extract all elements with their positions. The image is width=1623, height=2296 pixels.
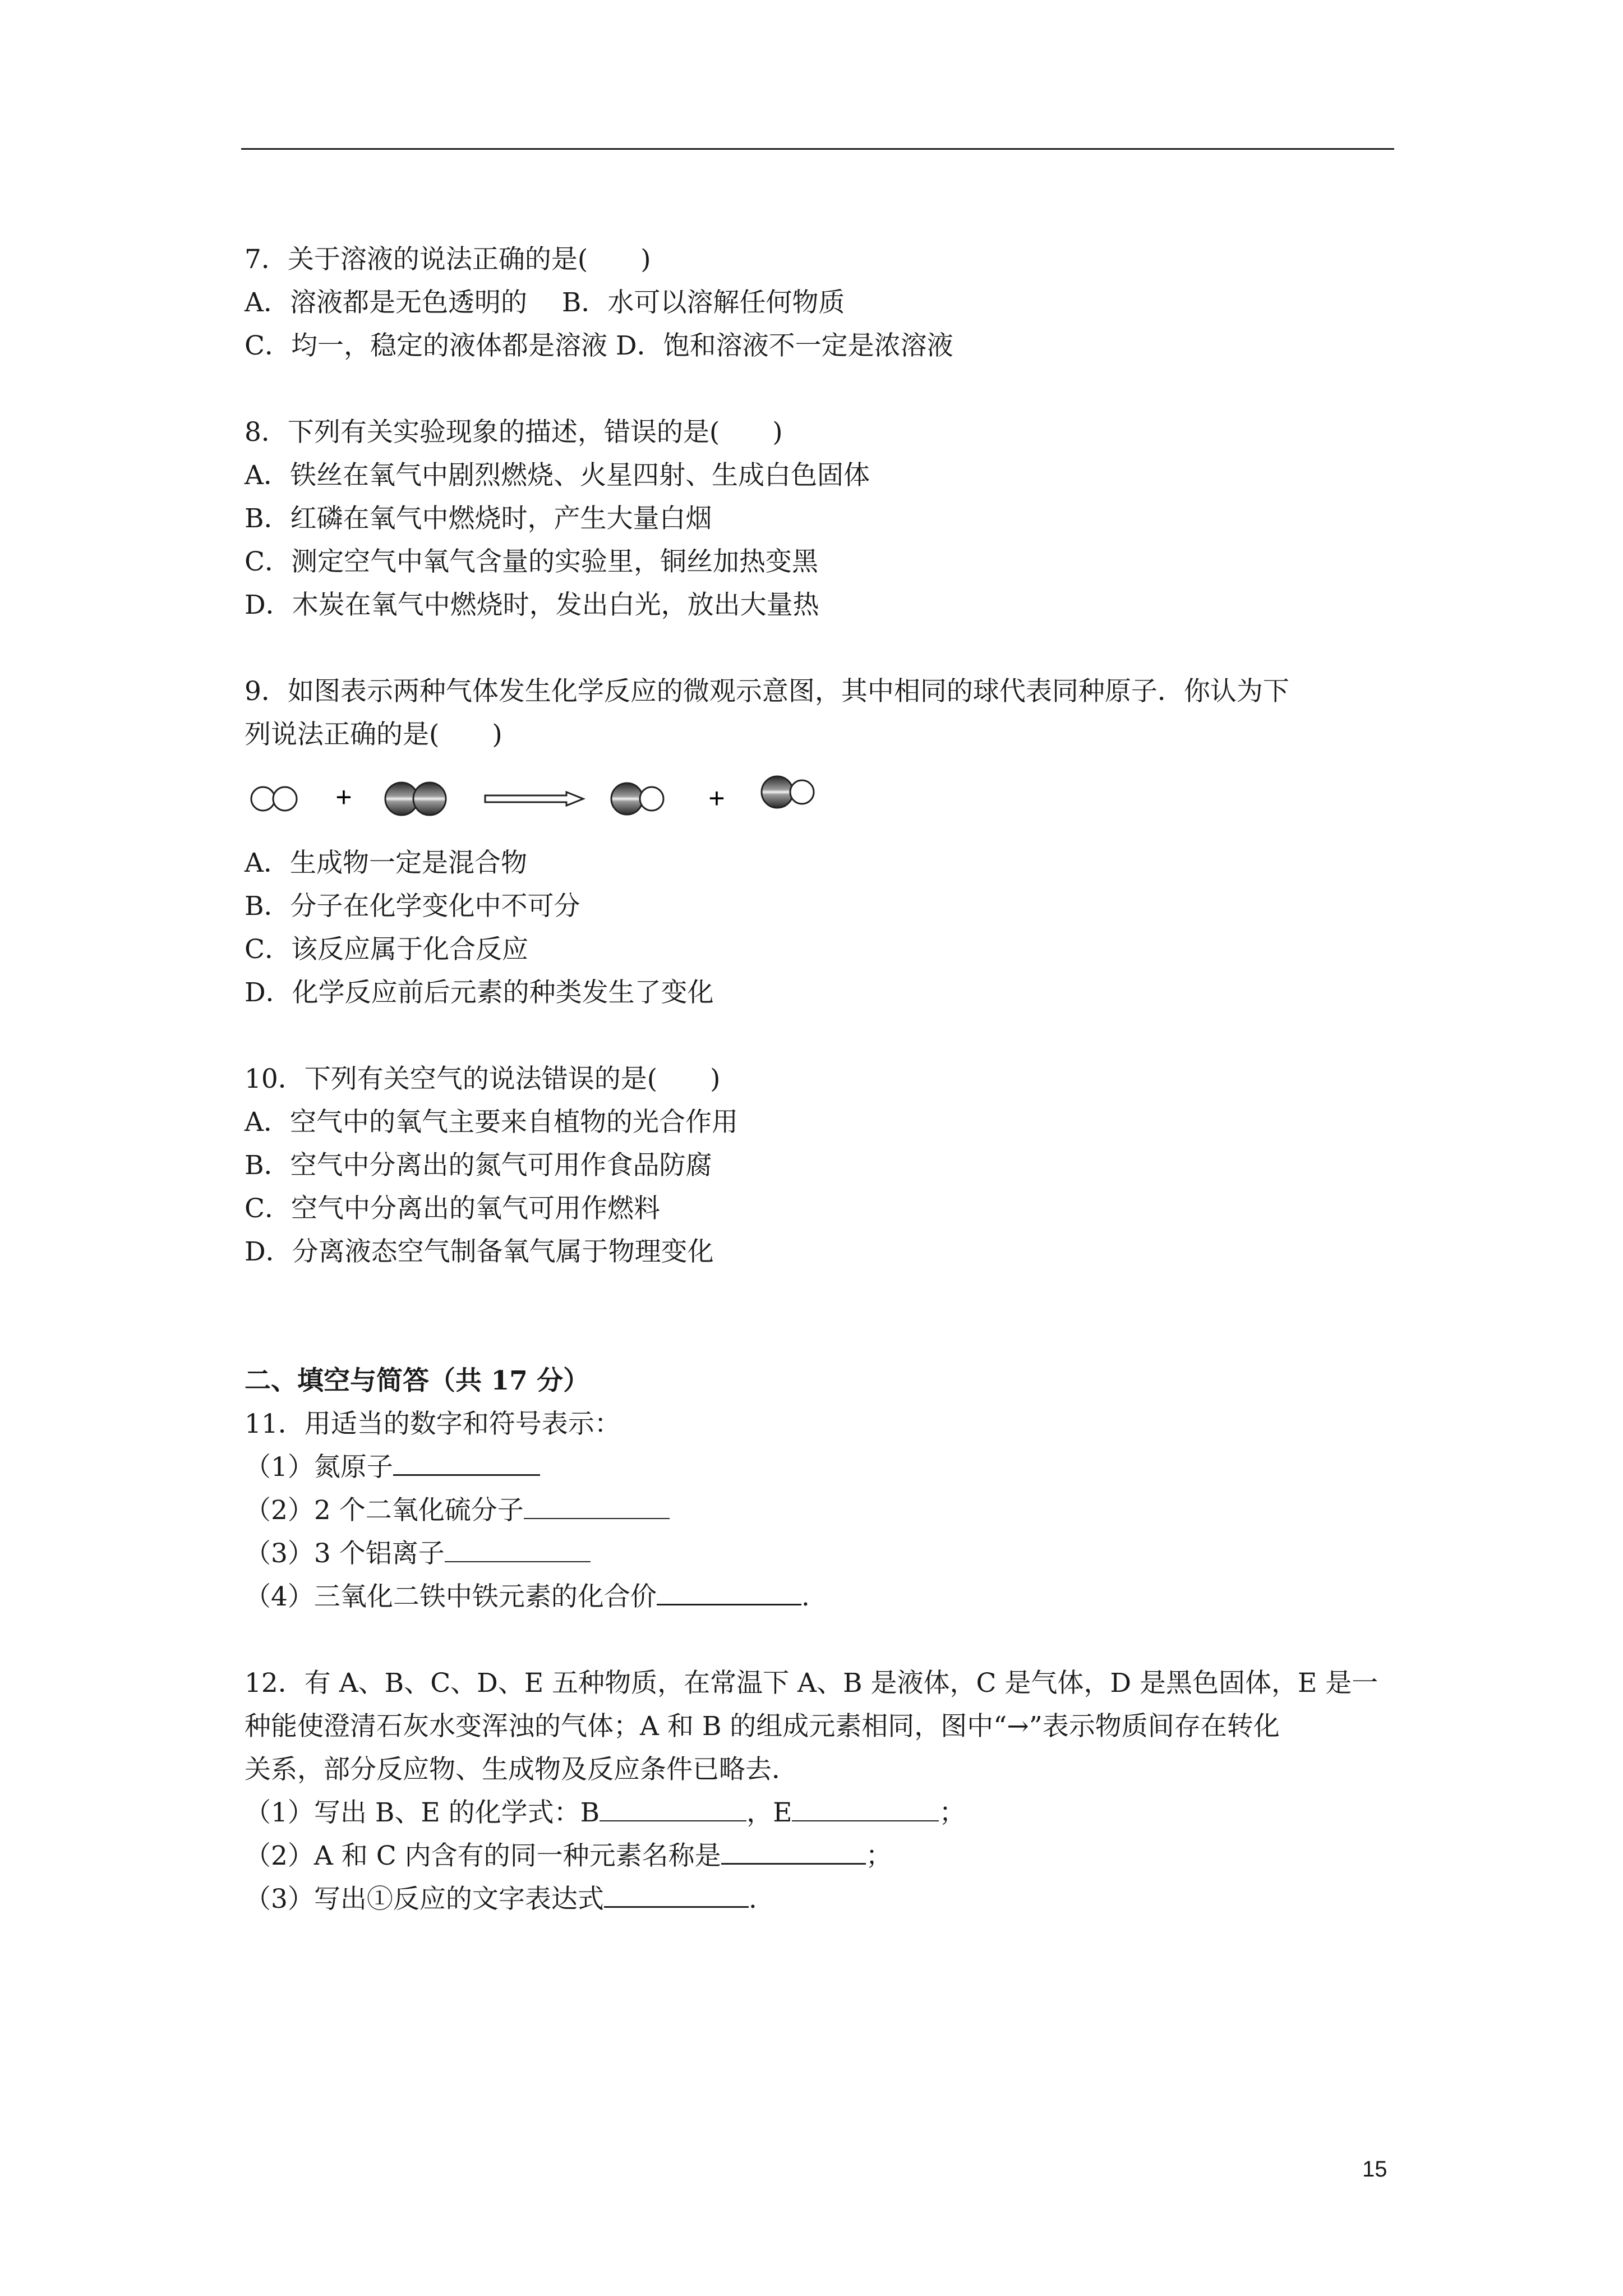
q10-option-d: D．分离液态空气制备氧气属于物理变化 bbox=[245, 1236, 714, 1267]
q7-options-line1: A．溶液都是无色透明的 B．水可以溶解任何物质 bbox=[245, 287, 845, 318]
q12-part-2-label: （2）A 和 C 内含有的同一种元素名称是 bbox=[245, 1841, 721, 1871]
section-2-title: 二、填空与简答（共 17 分） bbox=[245, 1365, 590, 1396]
q10-stem: 10．下列有关空气的说法错误的是( ) bbox=[245, 1064, 721, 1094]
q12-answer-blank-b[interactable] bbox=[600, 1798, 746, 1821]
q10-option-c: C．空气中分离出的氧气可用作燃料 bbox=[245, 1193, 660, 1224]
q9-option-c: C．该反应属于化合反应 bbox=[245, 934, 528, 965]
q12-part-3 bbox=[245, 1883, 757, 1916]
q11-part-2-label: （2）2 个二氧化硫分子 bbox=[245, 1495, 524, 1526]
q11-part-1-label: （1）氮原子 bbox=[245, 1452, 393, 1483]
q12-stem-line2: 种能使澄清石灰水变浑浊的气体；A 和 B 的组成元素相同，图中“→”表示物质间存在转化 bbox=[245, 1711, 1280, 1742]
q12-part-3-period: . bbox=[748, 1884, 757, 1915]
q9-option-b: B．分子在化学变化中不可分 bbox=[245, 891, 580, 922]
product-molecule-icon-2 bbox=[762, 776, 814, 808]
q9-stem-line1: 9．如图表示两种气体发生化学反应的微观示意图，其中相同的球代表同种原子．你认为下 bbox=[245, 676, 1289, 707]
q11-part-4-label: （4）三氧化二铁中铁元素的化合价 bbox=[245, 1581, 657, 1612]
reaction-diagram bbox=[247, 763, 830, 832]
q7-stem: 7．关于溶液的说法正确的是( ) bbox=[245, 244, 651, 275]
page-number: 15 bbox=[1362, 2157, 1387, 2182]
q11-part-3 bbox=[245, 1537, 591, 1571]
q8-option-d: D．木炭在氧气中燃烧时，发出白光，放出大量热 bbox=[245, 590, 819, 620]
q11-part-1 bbox=[245, 1451, 540, 1484]
q8-stem: 8．下列有关实验现象的描述，错误的是( ) bbox=[245, 417, 783, 448]
q12-part-2-semicolon: ； bbox=[865, 1841, 892, 1871]
q8-option-b: B．红磷在氧气中燃烧时，产生大量白烟 bbox=[245, 503, 712, 534]
white-molecule-icon bbox=[251, 787, 297, 811]
q11-part-4-period: . bbox=[801, 1581, 810, 1612]
q12-stem-line3: 关系，部分反应物、生成物及反应条件已略去． bbox=[245, 1754, 798, 1785]
q11-part-3-label: （3）3 个铝离子 bbox=[245, 1538, 445, 1569]
q12-part-2 bbox=[245, 1839, 892, 1873]
q12-stem-line1: 12．有 A、B、C、D、E 五种物质，在常温下 A、B 是液体，C 是气体，D 是黑色固体，E 是一 bbox=[245, 1668, 1378, 1699]
q12-part-1-label: （1）写出 B、E 的化学式：B bbox=[245, 1797, 600, 1828]
q12-part-1 bbox=[245, 1796, 965, 1830]
q11-part-2 bbox=[245, 1494, 670, 1527]
reaction-arrow-icon bbox=[485, 792, 583, 806]
q11-answer-blank-2[interactable] bbox=[524, 1496, 670, 1519]
q12-part-3-label: （3）写出①反应的文字表达式 bbox=[245, 1884, 604, 1915]
q11-answer-blank-1[interactable] bbox=[393, 1452, 540, 1476]
q11-answer-blank-4[interactable] bbox=[657, 1581, 801, 1605]
q11-part-4 bbox=[245, 1580, 810, 1614]
q12-answer-blank-expression[interactable] bbox=[604, 1884, 749, 1908]
plus-sign-1: + bbox=[335, 781, 352, 813]
dark-molecule-icon bbox=[385, 783, 446, 815]
q12-answer-blank-e[interactable] bbox=[792, 1798, 939, 1821]
q12-part-1-e-label: ，E bbox=[746, 1797, 792, 1828]
q12-answer-blank-element[interactable] bbox=[721, 1841, 866, 1865]
q8-option-c: C．测定空气中氧气含量的实验里，铜丝加热变黑 bbox=[245, 546, 818, 577]
molecule-reaction-svg bbox=[247, 763, 830, 830]
q12-part-1-semicolon: ； bbox=[939, 1797, 966, 1828]
plus-sign-2: + bbox=[708, 783, 725, 814]
q11-stem: 11．用适当的数字和符号表示： bbox=[245, 1409, 621, 1439]
q9-stem-line2: 列说法正确的是( ) bbox=[245, 719, 502, 750]
q7-options-line2: C．均一，稳定的液体都是溶液 D．饱和溶液不一定是浓溶液 bbox=[245, 330, 953, 361]
q9-option-d: D．化学反应前后元素的种类发生了变化 bbox=[245, 977, 714, 1008]
q11-answer-blank-3[interactable] bbox=[445, 1539, 591, 1562]
q8-option-a: A．铁丝在氧气中剧烈燃烧、火星四射、生成白色固体 bbox=[245, 460, 870, 491]
q10-option-b: B．空气中分离出的氮气可用作食品防腐 bbox=[245, 1150, 712, 1181]
q9-option-a: A．生成物一定是混合物 bbox=[245, 848, 527, 878]
product-molecule-icon-1 bbox=[611, 783, 663, 815]
header-rule bbox=[241, 148, 1394, 150]
q10-option-a: A．空气中的氧气主要来自植物的光合作用 bbox=[245, 1107, 738, 1138]
